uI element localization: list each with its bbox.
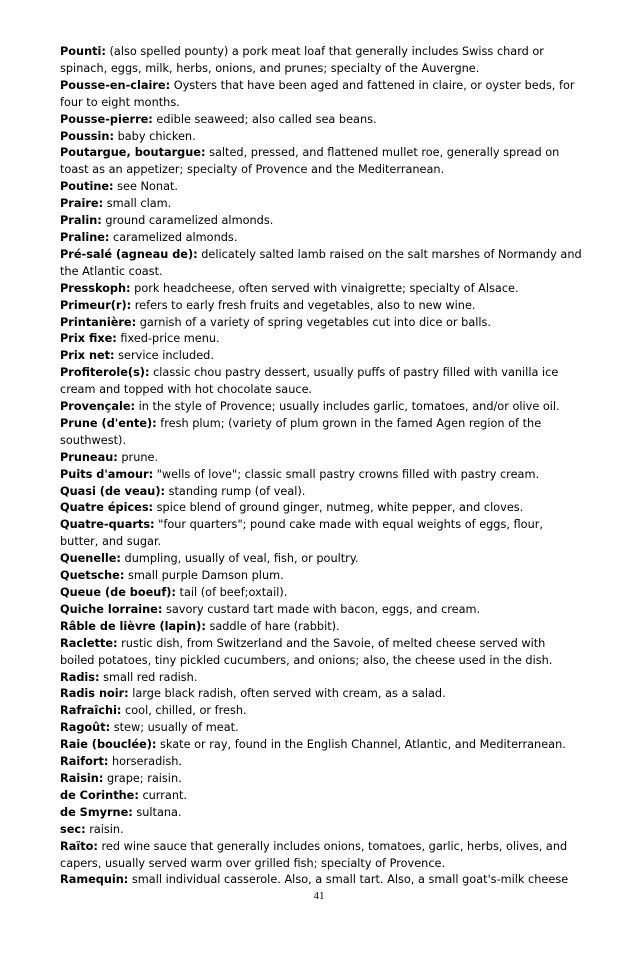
glossary-entry [60,450,582,467]
glossary-entry [60,484,582,501]
entry-definition: salted, pressed, and flattened mullet roe, generally spread on toast as an appetizer; specialty of Provence and the Mediterranean. [60,146,560,177]
glossary-entries [60,44,582,889]
entry-definition: pork headcheese, often served with vinaigrette; specialty of Alsace. [134,281,519,295]
entry-term: Raie (bouclée): [60,738,157,752]
glossary-entry [60,44,582,78]
entry-definition: "four quarters"; pound cake made with equal weights of eggs, flour, butter, and sugar. [60,518,543,549]
glossary-entry [60,500,582,517]
glossary-entry [60,720,582,737]
glossary-page [60,44,582,889]
glossary-entry [60,298,582,315]
glossary-entry [60,179,582,196]
entry-term: Raclette: [60,636,118,650]
entry-term: Ragoût: [60,721,111,735]
glossary-entry [60,281,582,298]
entry-definition: large black radish, often served with cream, as a salad. [132,687,446,701]
entry-term: Raisin: [60,771,104,785]
entry-definition: spice blend of ground ginger, nutmeg, white pepper, and cloves. [156,501,524,515]
glossary-entry [60,754,582,771]
entry-definition: tail (of beef;oxtail). [179,586,288,599]
glossary-entry [60,602,582,619]
glossary-entry [60,737,582,754]
entry-term: Quetsche: [60,569,125,583]
entry-term: Ramequin: [60,873,129,887]
entry-term: Pré-salé (agneau de): [60,247,198,261]
glossary-entry [60,247,582,281]
glossary-entry [60,788,582,805]
entry-term: Provençale: [60,400,136,414]
glossary-entry [60,196,582,213]
glossary-entry [60,78,582,112]
glossary-entry [60,670,582,687]
entry-term: Praire: [60,197,104,211]
glossary-entry [60,771,582,788]
entry-term: Profiterole(s): [60,366,150,380]
entry-term: Pruneau: [60,450,118,464]
glossary-entry [60,619,582,636]
glossary-entry [60,315,582,332]
entry-definition: stew; usually of meat. [113,721,239,735]
glossary-entry [60,365,582,399]
glossary-entry [60,636,582,670]
glossary-entry [60,399,582,416]
glossary-entry [60,551,582,568]
glossary-entry [60,805,582,822]
entry-term: Pousse-en-claire: [60,78,171,92]
entry-definition: currant. [142,788,188,802]
entry-term: Queue (de boeuf): [60,586,176,599]
entry-definition: small individual casserole. Also, a small tart. Also, a small goat's-milk cheese [131,873,569,887]
entry-definition: classic chou pastry dessert, usually puffs of pastry filled with vanilla ice cream and topped with hot chocolate sauce. [60,366,559,397]
entry-definition: in the style of Provence; usually includes garlic, tomatoes, and/or olive oil. [138,400,560,414]
entry-definition: "wells of love"; classic small pastry crowns filled with pastry cream. [156,467,540,481]
entry-definition: fresh plum; (variety of plum grown in the famed Agen region of the southwest). [60,416,542,447]
glossary-entry [60,585,582,602]
glossary-entry [60,703,582,720]
entry-definition: grape; raisin. [106,771,182,785]
entry-definition: service included. [118,349,214,363]
entry-term: Râble de lièvre (lapin): [60,619,206,633]
entry-definition: Oysters that have been aged and fattened in claire, or oyster beds, for four to eight months. [60,78,575,109]
entry-term: Quasi (de veau): [60,484,166,498]
glossary-entry [60,112,582,129]
entry-term: Presskoph: [60,281,131,295]
entry-definition: savory custard tart made with bacon, eggs, and cream. [165,602,481,616]
entry-term: Pralin: [60,214,102,228]
entry-definition: standing rump (of veal). [168,484,306,498]
entry-term: sec: [60,822,86,836]
entry-definition: ground caramelized almonds. [105,214,274,228]
entry-term: Primeur(r): [60,298,132,312]
entry-term: Printanière: [60,315,137,329]
entry-term: Poutargue, boutargue: [60,146,206,160]
entry-term: Radis noir: [60,687,129,701]
entry-term: Rafraîchi: [60,704,122,718]
entry-definition: garnish of a variety of spring vegetables cut into dice or balls. [139,315,491,329]
glossary-entry [60,213,582,230]
glossary-entry [60,416,582,450]
entry-definition: edible seaweed; also called sea beans. [156,112,377,126]
entry-term: Prix fixe: [60,332,117,346]
entry-definition: (also spelled pounty) a pork meat loaf that generally includes Swiss chard or spinach, eggs, milk, herbs, onions, and prunes; specialty of the Auvergne. [60,45,544,75]
entry-term: Radis: [60,670,100,684]
glossary-entry [60,230,582,247]
entry-term: Raïto: [60,839,98,853]
entry-term: Prix net: [60,349,115,363]
entry-definition: delicately salted lamb raised on the salt marshes of Normandy and the Atlantic coast. [60,247,582,278]
entry-definition: horseradish. [111,755,183,769]
entry-definition: cool, chilled, or fresh. [125,704,247,718]
entry-term: de Smyrne: [60,805,133,819]
glossary-entry [60,872,582,889]
entry-definition: see Nonat. [117,180,179,194]
glossary-entry [60,517,582,551]
entry-term: Prune (d'ente): [60,416,157,430]
page-number: 41 [313,890,325,902]
entry-definition: small purple Damson plum. [127,569,284,583]
entry-term: Puits d'amour: [60,467,154,481]
entry-definition: prune. [121,450,159,464]
entry-term: Quiche lorraine: [60,602,163,616]
glossary-entry [60,145,582,179]
entry-definition: small red radish. [103,670,198,684]
glossary-entry [60,686,582,703]
entry-term: Pousse-pierre: [60,112,153,126]
entry-definition: small clam. [106,197,172,211]
entry-definition: red wine sauce that generally includes onions, tomatoes, garlic, herbs, olives, and capers, usually served warm over grilled fish; specialty of Provence. [60,839,568,870]
entry-definition: skate or ray, found in the English Channel, Atlantic, and Mediterranean. [160,738,566,752]
glossary-entry [60,568,582,585]
entry-term: Praline: [60,230,110,244]
entry-definition: saddle of hare (rabbit). [209,619,340,633]
entry-term: Poussin: [60,129,114,143]
entry-definition: raisin. [89,822,124,836]
glossary-entry [60,331,582,348]
entry-term: Raifort: [60,755,109,769]
entry-term: Pounti: [60,45,106,58]
entry-term: de Corinthe: [60,788,139,802]
entry-term: Poutine: [60,180,114,194]
entry-term: Quenelle: [60,552,121,566]
entry-definition: fixed-price menu. [120,332,220,346]
entry-definition: caramelized almonds. [113,230,238,244]
entry-definition: dumpling, usually of veal, fish, or poultry. [124,552,359,566]
entry-definition: sultana. [136,805,182,819]
glossary-entry [60,839,582,873]
glossary-entry [60,348,582,365]
entry-term: Quatre épices: [60,501,154,515]
entry-definition: refers to early fresh fruits and vegetables, also to new wine. [134,298,476,312]
entry-definition: rustic dish, from Switzerland and the Savoie, of melted cheese served with boiled potatoes, tiny pickled cucumbers, and onions; also, the cheese used in the dish. [60,636,553,667]
entry-definition: baby chicken. [117,129,196,143]
glossary-entry [60,822,582,839]
glossary-entry [60,129,582,146]
glossary-entry [60,467,582,484]
entry-term: Quatre-quarts: [60,518,155,532]
